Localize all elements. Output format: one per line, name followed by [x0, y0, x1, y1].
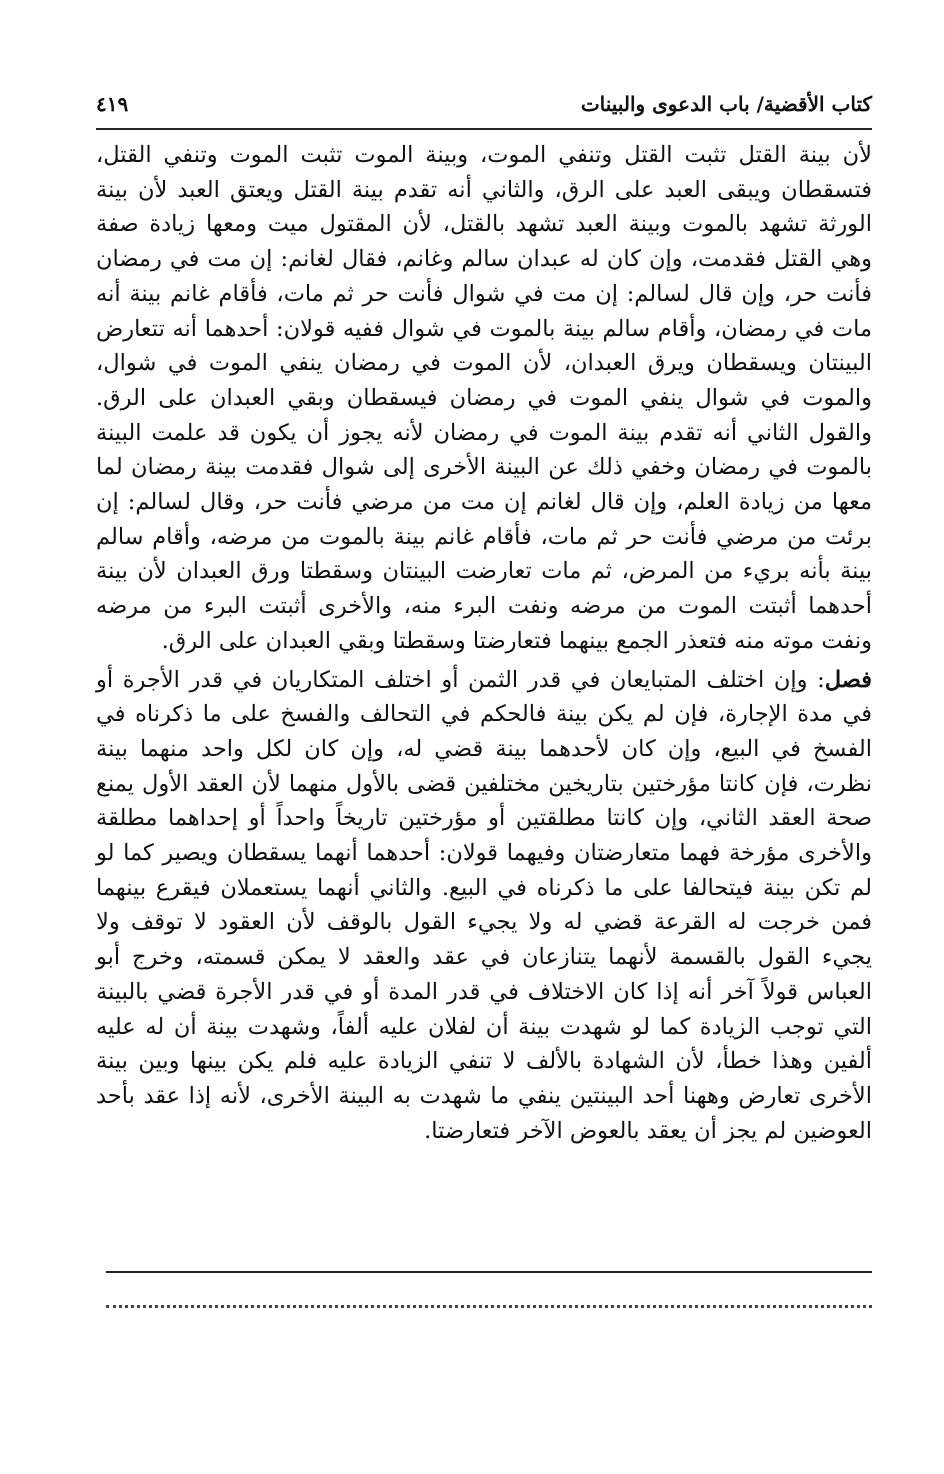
page-number: ٤١٩: [96, 92, 129, 116]
paragraph: [96, 138, 872, 659]
section-label: فصل: [824, 666, 872, 693]
paragraph-text: لأن بينة القتل تثبت القتل وتنفي الموت، وبينة الموت تثبت الموت وتنفي القتل، فتسقطان ويبقى العبد على الرق، والثاني أنه تقدم بينة القتل ويعتق العبد لأن بينة الورثة تشهد بالموت وبينة العبد تشهد بالقتل، لأن المقتول ميت ومعها زيادة صفة وهي القتل فقدمت، وإن كان له عبدان سالم وغانم، فقال لغانم: إن مت في رمضان فأنت حر، وإن قال لسالم: إن مت في شوال فأنت حر ثم مات، فأقام غانم بينة أنه مات في رمضان، وأقام سالم بينة بالموت في شوال ففيه قولان: أحدهما أنه تتعارض البينتان ويسقطان ويرق العبدان، لأن الموت في رمضان ينفي الموت في شوال، والموت في شوال ينفي الموت في رمضان فيسقطان وبقي العبدان على الرق. والقول الثاني أنه تقدم بينة الموت في رمضان لأنه يجوز أن يكون قد علمت البينة بالموت في رمضان وخفي ذلك عن البينة الأخرى إلى شوال فقدمت بينة رمضان لما معها من زيادة العلم، وإن قال لغانم إن مت من مرضي فأنت حر، وقال لسالم: إن برئت من مرضي فأنت حر ثم مات، فأقام غانم بينة بالموت من مرضه، وأقام سالم بينة بأنه بريء من المرض، ثم مات تعارضت البينتان وسقطتا ورق العبدان لأن بينة أحدهما أثبتت الموت من مرضه ونفت البرء منه، والأخرى أثبتت البرء من مرضه ونفت موته منه فتعذر الجمع بينهما فتعارضتا وسقطتا وبقي العبدان على الرق.: [96, 142, 872, 654]
paragraph-text: : وإن اختلف المتبايعان في قدر الثمن أو اختلف المتكاريان في قدر الأجرة أو في مدة الإجارة، فإن لم يكن بينة فالحكم في التحالف والفسخ على ما ذكرناه في الفسخ في البيع، وإن كان لأحدهما بينة قضي له، وإن كان لكل واحد منهما بينة نظرت، فإن كانتا مؤرختين بتاريخين مختلفين قضى بالأول منهما لأن العقد الأول يمنع صحة العقد الثاني، وإن كانتا مطلقتين أو مؤرختين تاريخاً واحداً أو إحداهما مطلقة والأخرى مؤرخة فهما متعارضتان وفيهما قولان: أحدهما أنهما يسقطان ويصير كما لو لم تكن بينة فيتحالفا على ما ذكرناه في البيع. والثاني أنهما يستعملان فيقرع بينهما فمن خرجت له القرعة قضي له ولا يجيء القول بالوقف لأن العقود لا توقف ولا يجيء القول بالقسمة لأنهما يتنازعان في عقد والعقد لا يمكن قسمته، وخرج أبو العباس قولاً آخر أنه إذا كان الاختلاف في قدر المدة أو في قدر الأجرة قضي بالبينة التي توجب الزيادة كما لو شهدت بينة أن لفلان عليه ألفاً، وشهدت بينة أن له عليه ألفين وهذا خطأ، لأن الشهادة بالألف لا تنفي الزيادة عليه فلم يكن بينها وبين بينة الأخرى تعارض وههنا أحد البينتين ينفي ما شهدت به البينة الأخرى، لأنه إذا عقد بأحد العوضين لم يجز أن يعقد بالعوض الآخر فتعارضتا.: [96, 666, 872, 1144]
header-rule: [96, 128, 872, 130]
body-text: [96, 138, 872, 1148]
running-title: كتاب الأقضية/ باب الدعوى والبينات: [580, 92, 872, 116]
footnote-rule: [106, 1271, 872, 1273]
footnote-dotted-line: [106, 1305, 872, 1308]
paragraph: [96, 663, 872, 1149]
page-header: [96, 86, 872, 124]
